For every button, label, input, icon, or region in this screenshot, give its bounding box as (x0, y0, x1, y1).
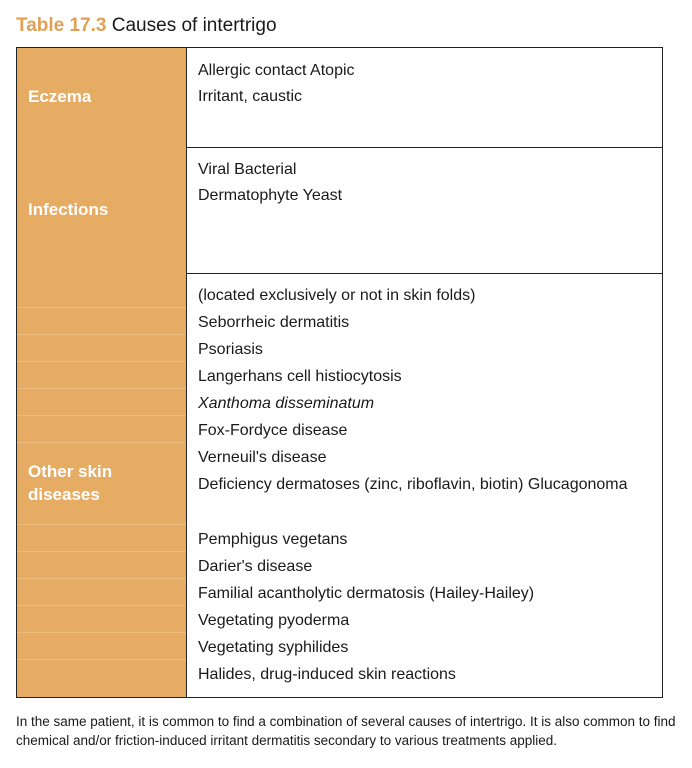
table-row-infections (17, 147, 662, 274)
list-item: Deficiency dermatoses (zinc, riboflavin, biotin) Glucagonoma (198, 476, 628, 493)
causes-table (16, 47, 663, 698)
list-item: Langerhans cell histiocytosis (198, 368, 402, 385)
table-footnote: In the same patient, it is common to find a combination of several causes of intertrigo. It is also common to find chemical and/or friction-induced irritant dermatitis secondary to various treatments applied. (16, 714, 676, 748)
list-item: Familial acantholytic dermatosis (Hailey-Hailey) (198, 585, 535, 602)
list-item: Allergic contact Atopic (198, 62, 355, 79)
list-item: Vegetating pyoderma (198, 612, 350, 629)
table-row-other-skin-diseases (17, 273, 662, 697)
list-item: Vegetating syphilides (198, 639, 349, 656)
table-title (16, 14, 277, 38)
list-item: Verneuil's disease (198, 449, 327, 466)
list-item: (located exclusively or not in skin folds) (198, 287, 476, 304)
list-item: Viral Bacterial (198, 161, 297, 178)
category-label-other-line1: Other skin (28, 462, 113, 481)
category-cell (17, 147, 187, 273)
category-cell (17, 273, 187, 697)
table-caption: Causes of intertrigo (111, 15, 277, 36)
table-number: Table 17.3 (16, 15, 107, 36)
list-item: Psoriasis (198, 341, 263, 358)
list-item: Xanthoma disseminatum (198, 395, 375, 412)
category-label-other-line2: diseases (28, 485, 100, 504)
list-item: Fox-Fordyce disease (198, 422, 348, 439)
list-item: Halides, drug-induced skin reactions (198, 666, 456, 683)
category-label-eczema: Eczema (28, 87, 92, 106)
category-cell (17, 48, 187, 147)
list-item: Pemphigus vegetans (198, 531, 348, 548)
list-item: Irritant, caustic (198, 88, 303, 105)
list-item: Dermatophyte Yeast (198, 187, 343, 204)
list-item: Darier's disease (198, 558, 313, 575)
category-label-infections: Infections (28, 200, 109, 219)
table-row-eczema (17, 48, 662, 148)
list-item: Seborrheic dermatitis (198, 314, 350, 331)
